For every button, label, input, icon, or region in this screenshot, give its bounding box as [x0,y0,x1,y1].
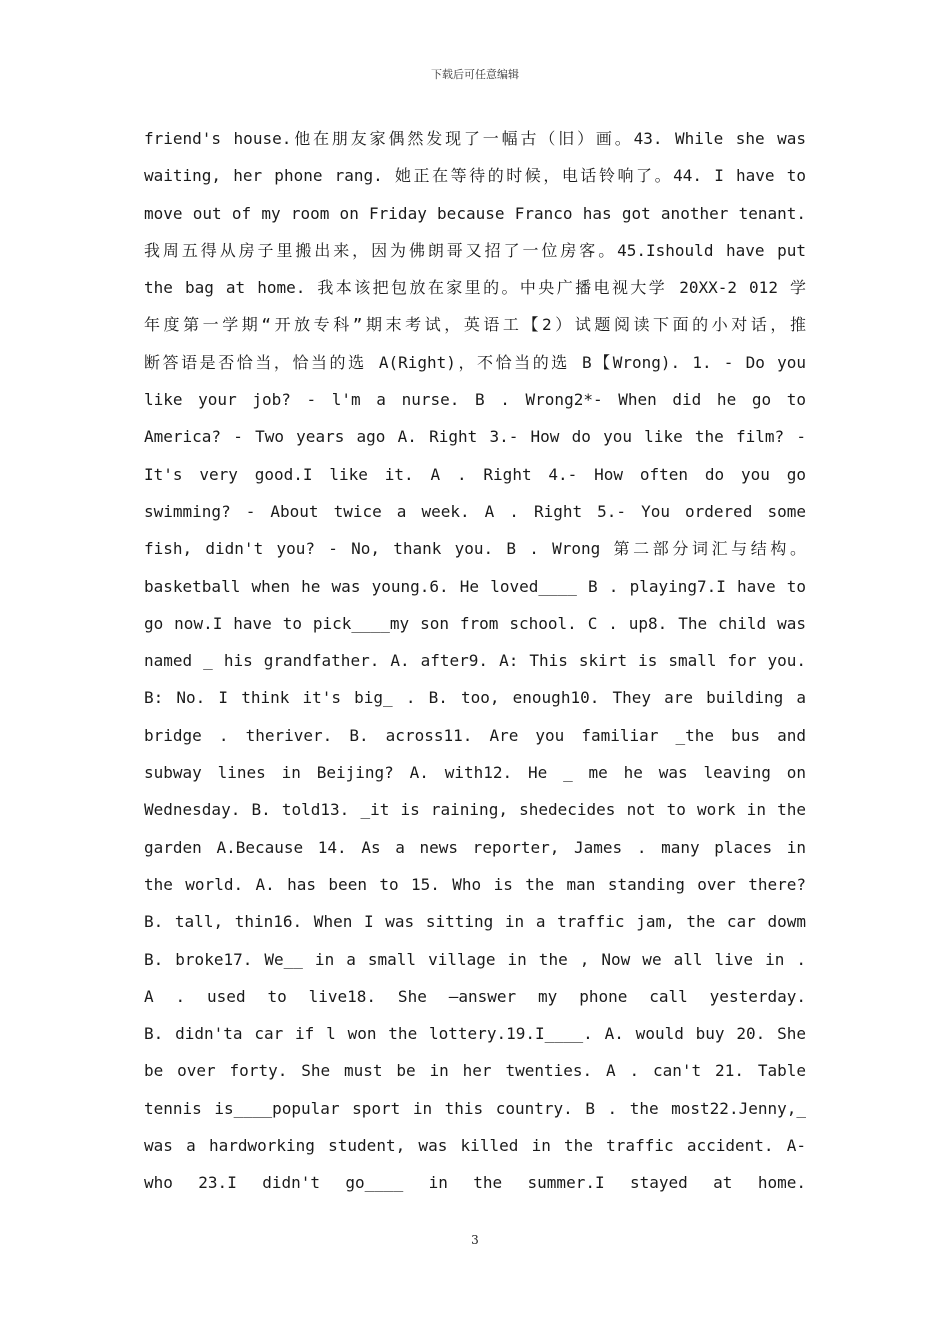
text-line: B: No. I think it's big_ . B. too, enough10. They are building a [144,688,806,708]
text-line: be over forty. She must be in her twenties. A . can't 21. Table [144,1061,806,1081]
text-line: B. tall, thin16. When I was sitting in a traffic jam, the car dowm [144,912,806,932]
page-header: 下载后可任意编辑 [431,68,519,81]
text-line: move out of my room on Friday because Franco has got another tenant. [144,203,806,223]
text-line: bridge . theriver. B. across11. Are you familiar _the bus and [144,725,806,745]
text-line: 断答语是否恰当，恰当的选 A(Right)，不恰当的选 B【Wrong). 1. - Do you [144,352,806,372]
text-line: swimming? - About twice a week. A . Right 5.- You ordered some [144,501,806,521]
page-number: 3 [471,1233,479,1247]
text-line: go now.I have to pick____my son from school. C . up8. The child was [144,613,806,633]
text-line: America? - Two years ago A. Right 3.- How do you like the film? - [144,427,806,447]
text-line: the world. A. has been to 15. Who is the man standing over there? [144,874,806,894]
text-line: was a hardworking student, was killed in the traffic accident. A- [144,1136,806,1156]
text-line: friend's house.他在朋友家偶然发现了一幅古（旧）画。43. While she was [144,129,806,148]
document-body [144,120,806,1202]
text-line: 年度第一学期“开放专科”期末考试，英语工【2）试题阅读下面的小对话，推 [144,315,806,335]
text-line: waiting, her phone rang. 她正在等待的时候，电话铃响了。44. I have to [144,166,806,186]
text-line: named _ his grandfather. A. after9. A: This skirt is small for you. [144,651,806,671]
text-line: fish, didn't you? - No, thank you. B . Wrong 第二部分词汇与结构。 [144,539,806,559]
text-line: 我周五得从房子里搬出来，因为佛朗哥又招了一位房客。45.Ishould have put [144,240,806,260]
text-line: garden A.Because 14. As a news reporter, James . many places in [144,837,806,857]
text-line: the bag at home. 我本该把包放在家里的。中央广播电视大学 20XX-2 012 学 [144,278,806,298]
text-line: basketball when he was young.6. He loved____ B . playing7.I have to [144,576,806,596]
text-line: tennis is____popular sport in this country. B . the most22.Jenny,_ [144,1098,806,1118]
text-line: Wednesday. B. told13. _it is raining, shedecides not to work in the [144,800,806,820]
text-line: subway lines in Beijing? A. with12. He _ me he was leaving on [144,763,806,783]
text-line: who 23.I didn't go____ in the summer.I stayed at home. [144,1173,806,1193]
text-line: A . used to live18. She —answer my phone call yesterday. [144,986,806,1006]
text-line: B. broke17. We__ in a small village in the , Now we all live in . [144,949,806,969]
text-line: It's very good.I like it. A . Right 4.- How often do you go [144,464,806,484]
text-line: B. didn'ta car if l won the lottery.19.I____. A. would buy 20. She [144,1024,806,1044]
text-line: like your job? - l'm a nurse. B . Wrong2*- When did he go to [144,390,806,410]
